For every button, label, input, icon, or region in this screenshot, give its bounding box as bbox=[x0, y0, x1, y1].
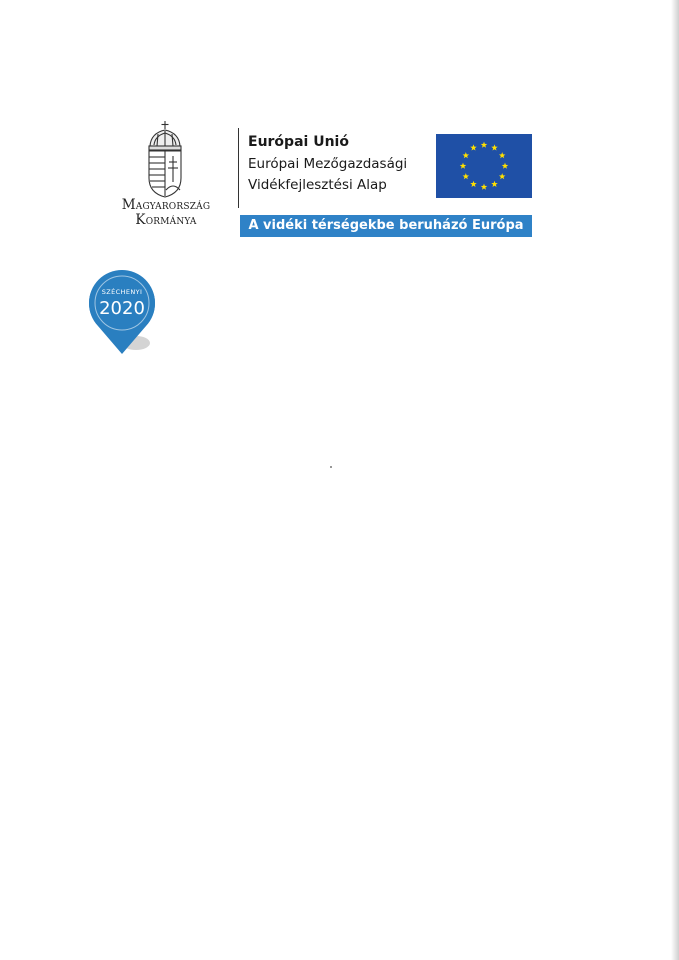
government-name-line2: Kormánya bbox=[135, 212, 197, 228]
government-name-line1: Magyarország bbox=[121, 197, 211, 213]
logo-divider bbox=[238, 128, 239, 208]
eu-star-icon bbox=[491, 181, 497, 187]
eu-slogan-banner: A vidéki térségekbe beruházó Európa bbox=[240, 215, 532, 237]
hungarian-coat-of-arms-icon bbox=[142, 120, 188, 198]
eu-star-icon bbox=[470, 144, 476, 150]
eu-star-icon bbox=[481, 184, 487, 190]
eu-star-icon bbox=[499, 152, 505, 158]
szechenyi-year: 2020 bbox=[99, 298, 145, 319]
eu-star-icon bbox=[470, 181, 476, 187]
eu-star-icon bbox=[491, 144, 497, 150]
eu-star-icon bbox=[499, 173, 505, 179]
eu-fund-line2: Vidékfejlesztési Alap bbox=[248, 177, 387, 193]
eu-star-icon bbox=[481, 142, 487, 148]
szechenyi-label: SZÉCHENYI bbox=[101, 288, 143, 296]
eu-star-icon bbox=[502, 163, 508, 169]
eu-star-icon bbox=[463, 173, 469, 179]
eu-title: Európai Unió bbox=[248, 134, 349, 150]
eu-flag-icon bbox=[436, 134, 532, 198]
eu-fund-line1: Európai Mezőgazdasági bbox=[248, 156, 408, 172]
eu-fund-name bbox=[248, 154, 428, 196]
scan-speck bbox=[330, 466, 332, 468]
szechenyi-2020-pin-icon bbox=[86, 270, 158, 356]
government-name bbox=[105, 198, 227, 228]
eu-star-icon bbox=[463, 152, 469, 158]
scan-edge-shadow bbox=[671, 0, 679, 960]
eu-star-icon bbox=[460, 163, 466, 169]
